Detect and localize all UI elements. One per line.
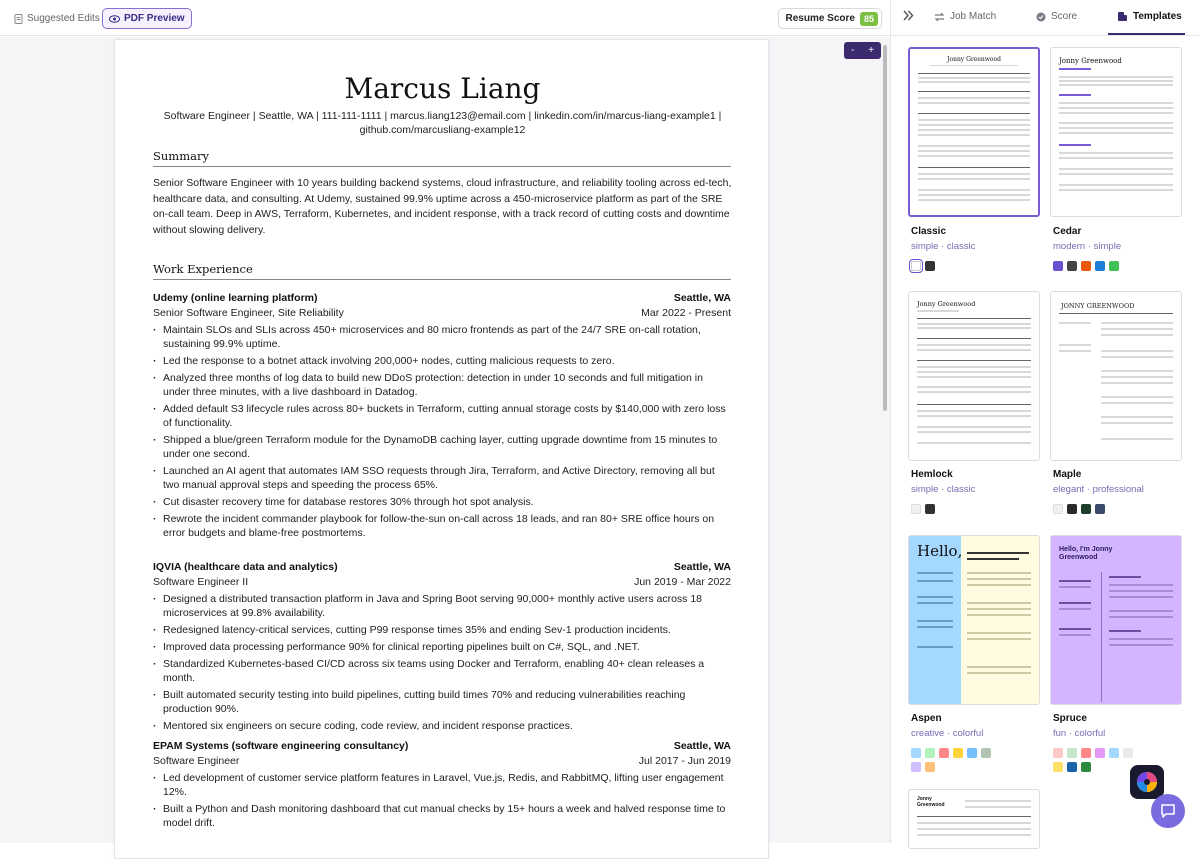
job-bullets xyxy=(153,771,731,830)
template-name: Aspen xyxy=(911,713,942,724)
template-preview-name: Jonny Greenwood xyxy=(917,796,945,808)
bullet: · Designed a distributed transaction platform in Java and Spring Boot serving 90,000+ monthly active users across 18 microservices at 99.8% availability. xyxy=(153,592,731,620)
color-swatch[interactable] xyxy=(925,504,935,514)
job-dates: Jun 2019 - Mar 2022 xyxy=(634,576,731,588)
preview-line xyxy=(967,638,1031,640)
color-swatch[interactable] xyxy=(911,261,921,271)
color-swatch[interactable] xyxy=(1053,762,1063,772)
summary-heading: Summary xyxy=(153,149,209,163)
resume-name: Marcus Liang xyxy=(344,72,541,105)
templates-icon xyxy=(1117,11,1128,22)
bullet: · Redesigned latency-critical services, cutting P99 response times 35% and ending Sev-1 production incidents. xyxy=(153,623,731,637)
experience-heading: Work Experience xyxy=(153,262,253,276)
template-card-next[interactable] xyxy=(908,789,1040,849)
bullet: · Maintain SLOs and SLIs across 450+ microservices and 80 micro frontends as part of the 24/7 SRE on-call rotation, sustaining 99.9% uptime. xyxy=(153,323,731,351)
preview-line xyxy=(918,91,1030,92)
color-swatch[interactable] xyxy=(1067,748,1077,758)
preview-line xyxy=(918,178,1030,180)
job-company: IQVIA (healthcare data and analytics) xyxy=(153,561,338,573)
preview-line xyxy=(1059,580,1091,582)
right-panel xyxy=(890,0,1200,843)
color-swatch[interactable] xyxy=(1053,504,1063,514)
job-iqvia xyxy=(153,561,731,736)
job-title: Senior Software Engineer, Site Reliability xyxy=(153,307,344,319)
job-location: Seattle, WA xyxy=(673,292,731,304)
template-card-hemlock[interactable] xyxy=(908,291,1040,461)
active-tab-indicator xyxy=(1108,33,1185,35)
template-card-aspen[interactable] xyxy=(908,535,1040,705)
color-swatch[interactable] xyxy=(1095,748,1105,758)
preview-line xyxy=(1059,173,1173,175)
preview-line xyxy=(918,102,1030,104)
preview-line xyxy=(917,620,953,622)
bullet: · Led development of customer service platform features in Laravel, Vue.js, Redis, and RabbitMQ, lifting user engagement 12%. xyxy=(153,771,731,799)
preview-line xyxy=(918,97,1030,99)
template-card-spruce[interactable] xyxy=(1050,535,1182,705)
template-preview-name: Jonny Greenwood xyxy=(917,300,976,308)
bullet: · Built automated security testing into build pipelines, cutting build times 70% and reducing vulnerabilities reaching production 90%. xyxy=(153,688,731,716)
preview-line xyxy=(1059,602,1091,604)
preview-line xyxy=(918,150,1030,152)
bullet: · Led the response to a botnet attack involving 200,000+ nodes, cutting malicious requests to zero. xyxy=(153,354,731,368)
bullet: · Cut disaster recovery time for database restores 30% through hot spot analysis. xyxy=(153,495,731,509)
color-swatch[interactable] xyxy=(911,504,921,514)
preview-line xyxy=(1101,402,1173,404)
preview-line xyxy=(917,572,953,574)
preview-divider xyxy=(1101,572,1102,702)
preview-line xyxy=(1059,132,1173,134)
zoom-in-button[interactable]: + xyxy=(868,45,875,56)
template-name: Classic xyxy=(911,226,947,237)
preview-line xyxy=(917,386,1031,388)
preview-line xyxy=(918,77,1030,79)
preview-line xyxy=(967,578,1031,580)
preview-line xyxy=(1059,122,1173,124)
template-card-classic[interactable] xyxy=(908,47,1040,217)
preview-line xyxy=(965,806,1031,808)
resume-contact xyxy=(145,109,740,137)
preview-line xyxy=(965,800,1031,802)
color-swatch[interactable] xyxy=(925,748,935,758)
preview-line xyxy=(1109,596,1173,598)
tab-templates[interactable] xyxy=(1117,11,1182,22)
preview-line xyxy=(1059,350,1091,352)
preview-line xyxy=(917,646,953,648)
preview-line xyxy=(917,366,1031,368)
preview-line xyxy=(917,816,1031,817)
bullet: · Standardized Kubernetes-based CI/CD across six teams using Docker and Terraform, enabling 40+ clean releases a month. xyxy=(153,657,731,685)
job-udemy xyxy=(153,292,731,543)
color-swatch[interactable] xyxy=(1081,748,1091,758)
job-epam xyxy=(153,740,731,833)
pdf-preview-label: PDF Preview xyxy=(124,13,185,24)
template-preview-name: JONNY GREENWOOD xyxy=(1061,302,1135,310)
preview-line xyxy=(967,584,1031,586)
preview-line xyxy=(917,360,1031,361)
preview-line xyxy=(917,596,953,598)
preview-line xyxy=(1059,102,1173,104)
template-tags: fun · colorful xyxy=(1053,728,1106,739)
preview-line xyxy=(1059,157,1173,159)
pdf-preview-button[interactable] xyxy=(102,8,192,29)
preview-line xyxy=(1059,68,1091,70)
preview-line xyxy=(918,145,1030,147)
preview-line xyxy=(917,580,953,582)
preview-line xyxy=(1059,107,1173,109)
preview-line xyxy=(1059,112,1173,114)
preview-line xyxy=(917,415,1031,417)
preview-line xyxy=(1059,184,1173,186)
preview-line xyxy=(1059,76,1173,78)
preview-line xyxy=(917,834,1031,836)
template-preview-name: Hello, xyxy=(917,542,963,560)
preview-line xyxy=(1059,628,1091,630)
tab-templates-label: Templates xyxy=(1133,11,1182,22)
color-swatch[interactable] xyxy=(925,762,935,772)
template-card-maple[interactable] xyxy=(1050,291,1182,461)
preview-line xyxy=(1101,350,1173,352)
preview-line xyxy=(1101,396,1173,398)
chat-support-button[interactable] xyxy=(1151,794,1185,828)
job-dates: Mar 2022 - Present xyxy=(641,307,731,319)
preview-line xyxy=(1059,168,1173,170)
contact-line-1: Software Engineer | Seattle, WA | 111-111-1111 | marcus.liang123@email.com | linkedin.com/in/marcus-liang-example1 | xyxy=(163,110,722,122)
job-location: Seattle, WA xyxy=(673,561,731,573)
preview-line xyxy=(1109,584,1173,586)
color-swatch[interactable] xyxy=(1081,762,1091,772)
preview-line xyxy=(1109,576,1141,578)
template-name: Cedar xyxy=(1053,226,1082,237)
preview-line xyxy=(1109,616,1173,618)
preview-line xyxy=(918,81,1030,83)
color-swatch[interactable] xyxy=(1067,762,1077,772)
bullet: · Launched an AI agent that automates IAM SSO requests through Jira, Terraform, and Active Directory, removing all but two manual approval steps and speeding the process 65%. xyxy=(153,464,731,492)
check-circle-icon xyxy=(1036,12,1046,22)
tab-score-label: Score xyxy=(1051,11,1078,22)
preview-line xyxy=(1109,590,1173,592)
preview-line xyxy=(918,189,1030,191)
preview-line xyxy=(967,632,1031,634)
experience-divider xyxy=(153,279,731,280)
preview-line xyxy=(1059,586,1091,588)
preview-line xyxy=(1101,416,1173,418)
job-company: EPAM Systems (software engineering consultancy) xyxy=(153,740,409,752)
color-swatch[interactable] xyxy=(911,748,921,758)
preview-line xyxy=(917,442,1031,444)
color-swatch[interactable] xyxy=(1067,261,1077,271)
contact-line-2: github.com/marcusliang-example12 xyxy=(359,124,526,136)
color-swatches xyxy=(1053,261,1119,271)
preview-line xyxy=(1059,322,1091,324)
preview-line xyxy=(918,155,1030,157)
bullet: · Improved data processing performance 90% for clinical reporting pipelines built on C#, SQL, and .NET. xyxy=(153,640,731,654)
job-bullets xyxy=(153,323,731,540)
eye-icon xyxy=(109,15,120,23)
zoom-control xyxy=(844,42,881,59)
template-name: Hemlock xyxy=(911,469,953,480)
preview-line xyxy=(918,119,1030,121)
preview-line xyxy=(917,391,1031,393)
resume-score-label: Resume Score xyxy=(785,13,855,24)
preview-line xyxy=(967,552,1029,554)
preview-line xyxy=(967,558,1019,560)
preview-line xyxy=(917,310,959,312)
preview-line xyxy=(1059,313,1173,314)
preview-line xyxy=(967,672,1031,674)
preview-line xyxy=(918,113,1030,114)
preview-line xyxy=(918,167,1030,168)
color-swatch[interactable] xyxy=(1053,261,1063,271)
preview-line xyxy=(918,173,1030,175)
color-swatches xyxy=(1053,748,1143,772)
color-swatch[interactable] xyxy=(939,748,949,758)
preview-line xyxy=(917,426,1031,428)
job-title: Software Engineer II xyxy=(153,576,249,588)
color-swatch[interactable] xyxy=(1109,261,1119,271)
job-bullets xyxy=(153,592,731,733)
preview-line xyxy=(1101,438,1173,440)
color-swatches xyxy=(911,748,1001,772)
bullet: · Added default S3 lifecycle rules across 80+ buckets in Terraform, cutting annual storage costs by $140,000 with zero loss of functionality. xyxy=(153,402,731,430)
preview-line xyxy=(967,608,1031,610)
preview-line xyxy=(917,323,1031,325)
preview-line xyxy=(918,129,1030,131)
preview-line xyxy=(967,666,1031,668)
preview-line xyxy=(1059,152,1173,154)
preview-line xyxy=(1059,144,1091,146)
template-tags: simple · classic xyxy=(911,241,976,252)
template-card-cedar[interactable] xyxy=(1050,47,1182,217)
preview-line xyxy=(918,73,1030,74)
template-tags: creative · colorful xyxy=(911,728,984,739)
preview-line xyxy=(917,318,1031,319)
color-swatches xyxy=(911,261,935,271)
preview-line xyxy=(917,338,1031,339)
preview-line xyxy=(917,431,1031,433)
app-logo-icon[interactable] xyxy=(1130,765,1164,799)
template-tags: elegant · professional xyxy=(1053,484,1144,495)
job-dates: Jul 2017 - Jun 2019 xyxy=(638,755,731,767)
job-title: Software Engineer xyxy=(153,755,240,767)
preview-line xyxy=(918,194,1030,196)
job-location: Seattle, WA xyxy=(673,740,731,752)
preview-line xyxy=(930,65,1018,66)
preview-line xyxy=(1059,634,1091,636)
template-preview-name: Jonny Greenwood xyxy=(1059,57,1122,65)
preview-scrollbar[interactable] xyxy=(883,45,887,411)
preview-line xyxy=(917,626,953,628)
bullet: · Analyzed three months of log data to build new DDoS protection: detection in under 10 seconds and full mitigation in under three minutes, with a live dashboard in Datadog. xyxy=(153,371,731,399)
preview-line xyxy=(1059,344,1091,346)
color-swatch[interactable] xyxy=(981,748,991,758)
bullet: · Built a Python and Dash monitoring dashboard that cut manual checks by 15+ hours a week and halved response time to model drift. xyxy=(153,802,731,830)
preview-line xyxy=(917,602,953,604)
template-name: Maple xyxy=(1053,469,1082,480)
preview-line xyxy=(917,349,1031,351)
color-swatches xyxy=(911,504,935,514)
preview-line xyxy=(917,404,1031,405)
preview-line xyxy=(917,327,1031,329)
template-preview-name: Hello, I'm Jonny Greenwood xyxy=(1059,546,1113,561)
color-swatch[interactable] xyxy=(953,748,963,758)
preview-line xyxy=(1101,376,1173,378)
preview-line xyxy=(1109,610,1173,612)
color-swatch[interactable] xyxy=(1109,748,1119,758)
preview-line xyxy=(918,124,1030,126)
color-swatch[interactable] xyxy=(967,748,977,758)
preview-line xyxy=(917,376,1031,378)
preview-line xyxy=(1101,370,1173,372)
color-swatch[interactable] xyxy=(911,762,921,772)
double-chevron-right-icon xyxy=(903,10,914,21)
preview-line xyxy=(1059,84,1173,86)
preview-line xyxy=(1101,422,1173,424)
suggested-edits-label: Suggested Edits xyxy=(27,13,100,24)
tab-job-match-label: Job Match xyxy=(950,11,997,22)
preview-line xyxy=(918,134,1030,136)
color-swatch[interactable] xyxy=(1067,504,1077,514)
preview-line xyxy=(1109,638,1173,640)
top-toolbar xyxy=(0,0,890,36)
preview-line xyxy=(918,199,1030,201)
template-tags: modern · simple xyxy=(1053,241,1122,252)
summary-divider xyxy=(153,166,731,167)
colorful-logo-icon xyxy=(1135,770,1159,794)
template-preview-name: Jonny Greenwood xyxy=(947,56,1001,63)
preview-line xyxy=(917,344,1031,346)
color-swatch[interactable] xyxy=(1095,261,1105,271)
preview-line xyxy=(967,572,1031,574)
preview-line xyxy=(1101,334,1173,336)
suggested-edits-button[interactable] xyxy=(8,8,106,29)
preview-line xyxy=(1059,80,1173,82)
preview-line xyxy=(967,602,1031,604)
preview-line xyxy=(1101,356,1173,358)
color-swatch[interactable] xyxy=(1081,504,1091,514)
preview-line xyxy=(1059,189,1173,191)
job-company: Udemy (online learning platform) xyxy=(153,292,318,304)
resume-page xyxy=(114,39,769,859)
preview-line xyxy=(1101,322,1173,324)
tab-score[interactable] xyxy=(1036,11,1077,22)
preview-line xyxy=(917,371,1031,373)
right-panel-tabs xyxy=(891,0,1200,36)
preview-line xyxy=(917,410,1031,412)
preview-line xyxy=(917,828,1031,830)
template-name: Spruce xyxy=(1053,713,1087,724)
summary-text: Senior Software Engineer with 10 years building backend systems, cloud infrastructure, and reliability tooling across ed-tech, healthcare data, and consulting. At Udemy, sustained 99.9% uptime across a 450-microservice platform as part of the SRE on-call team. Deep in AWS, Terraform, Kubernetes, and incident response, with a track record of cutting costs and downtime without slowing delivery. xyxy=(153,177,732,236)
chat-icon xyxy=(1160,803,1176,819)
resume-score-button[interactable] xyxy=(778,8,883,29)
preview-line xyxy=(1109,644,1173,646)
template-tags: simple · classic xyxy=(911,484,976,495)
bullet: · Mentored six engineers on secure coding, code review, and incident response practices. xyxy=(153,719,731,733)
color-swatch[interactable] xyxy=(1053,748,1063,758)
preview-line xyxy=(1059,608,1091,610)
bullet: · Rewrote the incident commander playbook for follow-the-sun on-call across 18 leads, and ran 80+ SRE office hours on error budgets and blame-free postmortems. xyxy=(153,512,731,540)
color-swatch[interactable] xyxy=(1081,261,1091,271)
color-swatch[interactable] xyxy=(1123,748,1133,758)
resume-score-badge: 85 xyxy=(860,12,878,26)
preview-line xyxy=(1109,630,1141,632)
preview-line xyxy=(967,614,1031,616)
color-swatch[interactable] xyxy=(1095,504,1105,514)
preview-canvas xyxy=(0,37,890,843)
preview-line xyxy=(1101,382,1173,384)
zoom-out-button[interactable]: - xyxy=(850,45,855,56)
tab-job-match[interactable] xyxy=(934,11,996,22)
document-icon xyxy=(14,14,23,24)
color-swatch[interactable] xyxy=(925,261,935,271)
preview-line xyxy=(917,822,1031,824)
preview-line xyxy=(1059,127,1173,129)
collapse-panel-button[interactable] xyxy=(903,10,914,21)
color-swatches xyxy=(1053,504,1105,514)
preview-line xyxy=(1059,94,1091,96)
bullet: · Shipped a blue/green Terraform module for the DynamoDB caching layer, cutting upgrade downtime from 15 minutes to under one second. xyxy=(153,433,731,461)
preview-line xyxy=(1101,328,1173,330)
swap-arrows-icon xyxy=(934,12,945,22)
